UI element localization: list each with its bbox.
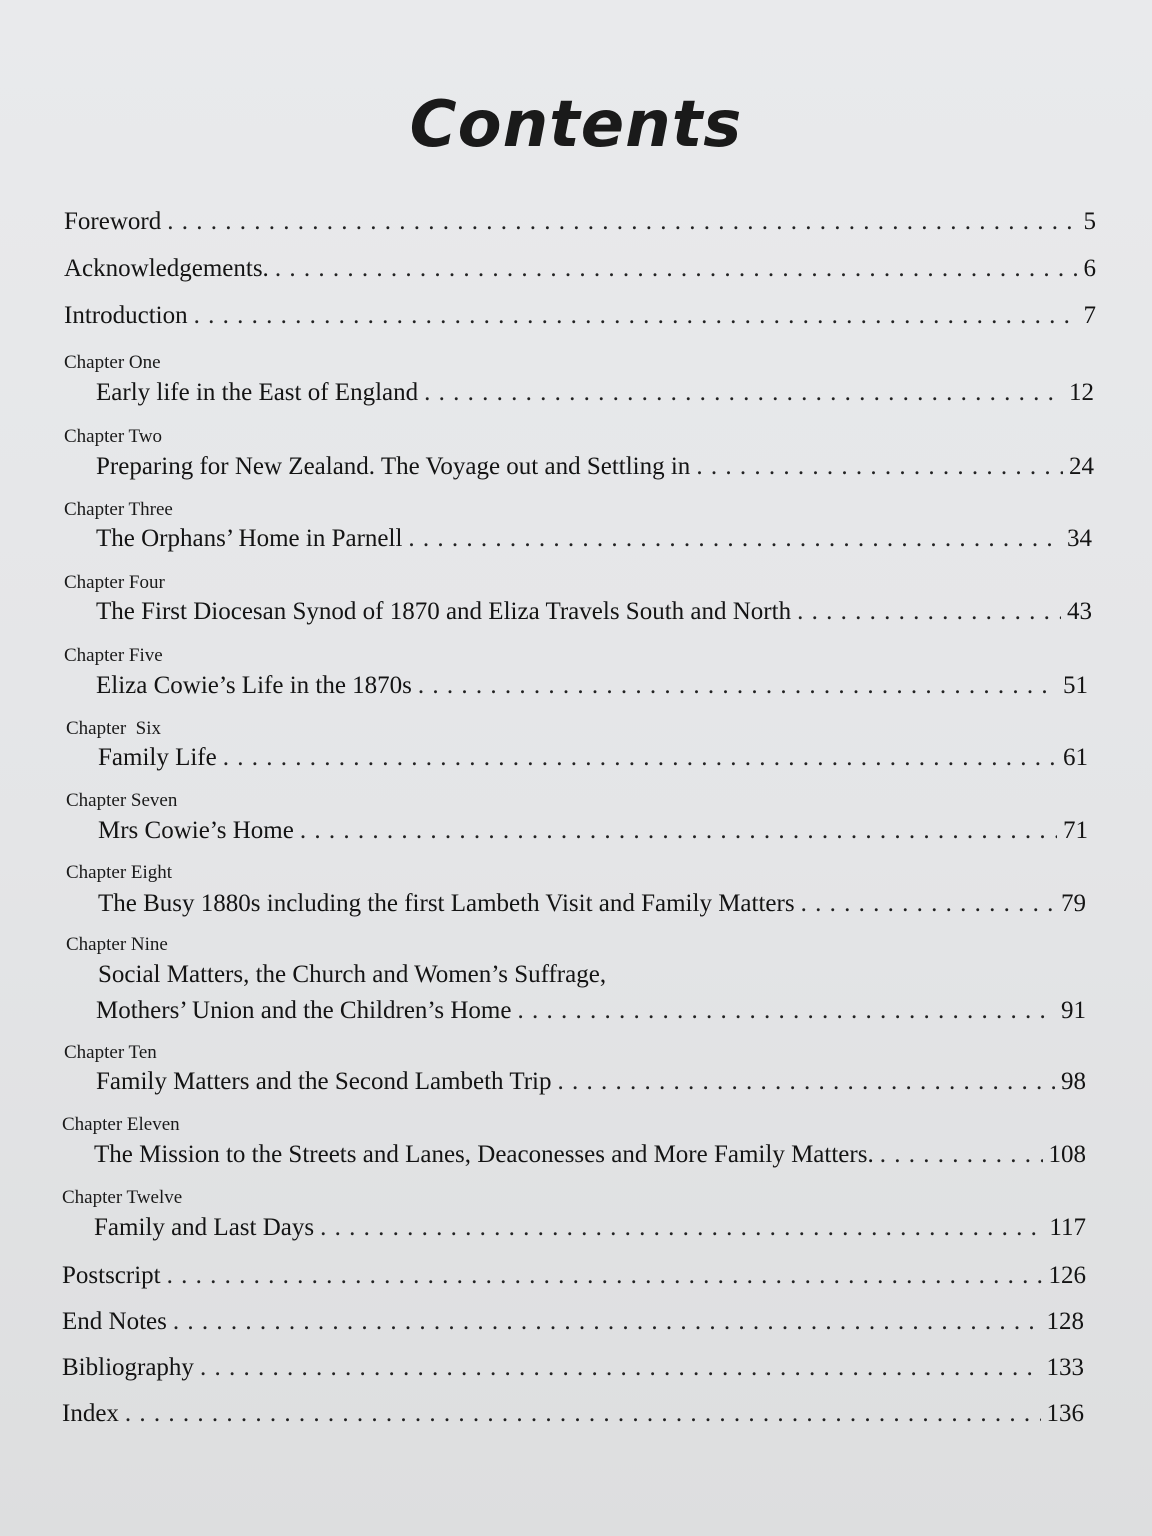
chapter-heading: Chapter One [64, 352, 161, 373]
toc-entry-chapter [96, 672, 1088, 700]
toc-page-number: 6 [1083, 255, 1096, 282]
chapter-title: Family Life [98, 744, 217, 771]
toc-entry-introduction [64, 302, 1096, 330]
toc-page-number: 34 [1067, 525, 1092, 552]
dot-leader [696, 453, 1063, 481]
dot-leader [880, 1141, 1043, 1169]
toc-entry-chapter [98, 744, 1088, 772]
chapter-title: The Busy 1880s including the first Lambeth Visit and Family Matters [98, 890, 795, 917]
toc-entry-label: End Notes [62, 1308, 167, 1335]
toc-page-number: 71 [1063, 817, 1088, 844]
toc-entry-chapter [96, 997, 1086, 1025]
toc-entry-bibliography [62, 1354, 1084, 1382]
toc-entry-label: Acknowledgements. [64, 255, 269, 282]
toc-page-number: 117 [1049, 1214, 1086, 1241]
chapter-title: Family and Last Days [94, 1214, 315, 1241]
toc-entry-label: Foreword [64, 208, 162, 235]
chapter-title: Early life in the East of England [96, 379, 419, 406]
dot-leader [300, 817, 1057, 845]
chapter-title: The First Diocesan Synod of 1870 and Eliza Travels South and North [96, 598, 792, 625]
toc-page-number: 126 [1048, 1262, 1086, 1289]
toc-page-number: 128 [1046, 1308, 1084, 1335]
dot-leader [125, 1400, 1041, 1428]
toc-entry-label: Bibliography [62, 1354, 194, 1381]
dot-leader [200, 1354, 1041, 1382]
chapter-title: The Orphans’ Home in Parnell [96, 525, 403, 552]
dot-leader [801, 890, 1055, 918]
dot-leader [275, 255, 1078, 283]
toc-page-number: 136 [1046, 1400, 1084, 1427]
toc-entry-end-notes [62, 1308, 1084, 1336]
chapter-heading: Chapter Twelve [62, 1187, 183, 1208]
chapter-heading: Chapter Nine [66, 934, 168, 955]
dot-leader [194, 302, 1078, 330]
dot-leader [223, 744, 1057, 772]
toc-entry-label: Introduction [64, 302, 188, 329]
toc-page-number: 12 [1069, 379, 1094, 406]
toc-entry-chapter [96, 598, 1092, 626]
toc-page-number: 61 [1063, 744, 1088, 771]
toc-entry-label: Index [62, 1400, 119, 1427]
dot-leader [558, 1068, 1055, 1096]
toc-entry-chapter [96, 525, 1092, 553]
toc-entry-chapter [96, 379, 1094, 407]
dot-leader [424, 379, 1063, 407]
dot-leader [167, 208, 1077, 236]
page-title: Contents [409, 88, 743, 162]
toc-entry-chapter [98, 817, 1088, 845]
chapter-title: Mothers’ Union and the Children’s Home [96, 997, 512, 1024]
chapter-heading: Chapter Six [66, 718, 161, 739]
chapter-heading: Chapter Five [64, 645, 163, 666]
dot-leader [797, 598, 1061, 626]
toc-page-number: 51 [1063, 672, 1088, 699]
chapter-title: Preparing for New Zealand. The Voyage out and Settling in [96, 453, 691, 480]
chapter-title: Mrs Cowie’s Home [98, 817, 294, 844]
dot-leader [173, 1308, 1041, 1336]
toc-page-number: 7 [1083, 302, 1096, 329]
chapter-title: The Mission to the Streets and Lanes, Deaconesses and More Family Matters. [94, 1141, 874, 1168]
chapter-title: Family Matters and the Second Lambeth Trip [96, 1068, 552, 1095]
dot-leader [408, 525, 1061, 553]
chapter-heading: Chapter Four [64, 572, 165, 593]
toc-page-number: 79 [1061, 890, 1086, 917]
toc-page-number: 5 [1083, 208, 1096, 235]
toc-entry-chapter [98, 890, 1086, 918]
chapter-title-line-1: Social Matters, the Church and Women’s Suffrage, [98, 961, 607, 988]
toc-entry-foreword [64, 208, 1096, 236]
toc-entry-postscript [62, 1262, 1086, 1290]
chapter-heading: Chapter Ten [64, 1042, 157, 1063]
toc-entry-chapter [96, 1068, 1086, 1096]
chapter-heading: Chapter Two [64, 426, 163, 447]
toc-page-number: 24 [1069, 453, 1094, 480]
dot-leader [418, 672, 1057, 700]
toc-entry-acknowledgements [64, 255, 1096, 283]
dot-leader [517, 997, 1055, 1025]
toc-entry-chapter [96, 453, 1094, 481]
toc-entry-chapter [94, 1214, 1086, 1242]
toc-page-number: 43 [1067, 598, 1092, 625]
toc-page-number: 98 [1061, 1068, 1086, 1095]
chapter-heading: Chapter Eleven [62, 1114, 180, 1135]
toc-entry-index [62, 1400, 1084, 1428]
toc-entry-label: Postscript [62, 1262, 161, 1289]
toc-page-number: 91 [1061, 997, 1086, 1024]
chapter-title: Eliza Cowie’s Life in the 1870s [96, 672, 412, 699]
chapter-heading: Chapter Eight [66, 862, 173, 883]
toc-page-number: 133 [1046, 1354, 1084, 1381]
toc-entry-chapter [94, 1141, 1086, 1169]
dot-leader [320, 1214, 1043, 1242]
chapter-heading: Chapter Three [64, 499, 173, 520]
toc-page-number: 108 [1048, 1141, 1086, 1168]
chapter-heading: Chapter Seven [66, 790, 178, 811]
dot-leader [167, 1262, 1043, 1290]
